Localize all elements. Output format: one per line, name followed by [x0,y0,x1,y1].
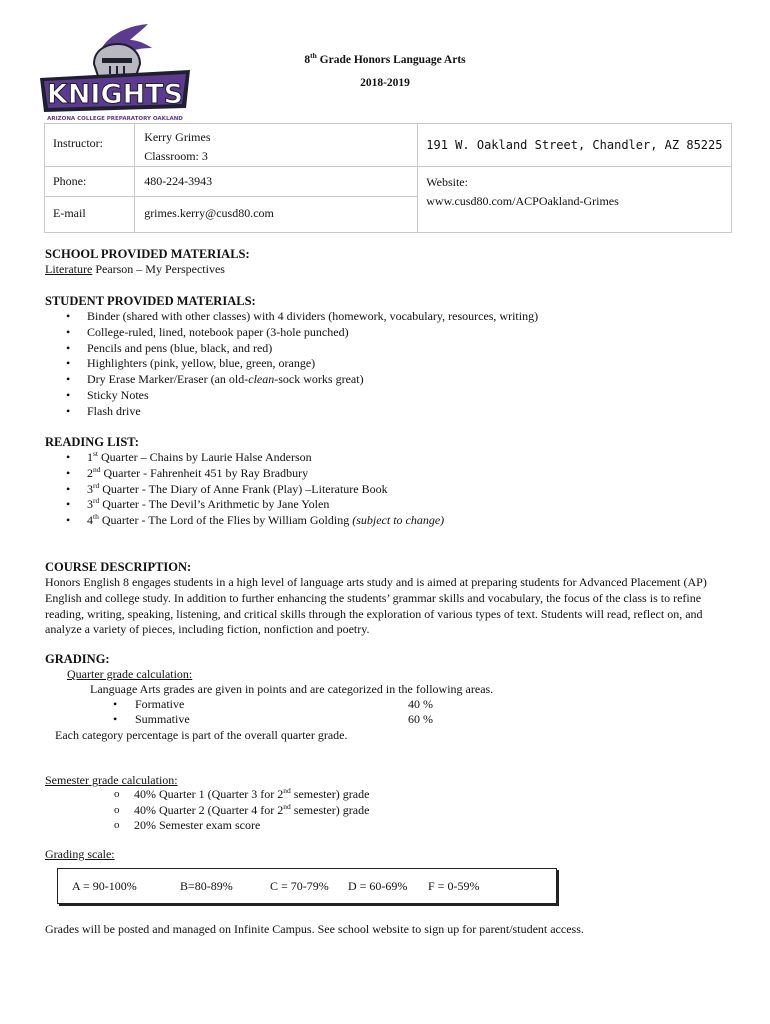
list-item: • Sticky Notes [45,388,745,404]
website-label: Website: [426,175,468,189]
category-percent: 60 % [408,712,433,726]
instructor-label: Instructor: [45,124,135,167]
instructor-name: Kerry Grimes [144,130,211,144]
grade-d: D = 60-69% [348,879,408,893]
logo-subtext: ARIZONA COLLEGE PREPARATORY OAKLAND [47,116,183,122]
school-materials-item: Literature Pearson – My Perspectives [45,262,225,276]
list-item: • 1st Quarter – Chains by Laurie Halse Anderson [45,450,745,466]
list-item: • Dry Erase Marker/Eraser (an old-clean-sock works great) [45,372,745,388]
course-description-heading: COURSE DESCRIPTION: [45,560,192,574]
reading-list [45,450,745,529]
grade-f: F = 0-59% [428,879,480,893]
email-label: E-mail [45,197,135,233]
grading-scale-label: Grading scale: [45,847,115,861]
grade-b: B=80-89% [180,879,233,893]
list-item: • 3rd Quarter - The Diary of Anne Frank (Play) –Literature Book [45,482,745,498]
bullet-icon: • [113,712,118,726]
semester-calc-list [0,787,700,834]
list-item: • 2nd Quarter - Fahrenheit 451 by Ray Bradbury [45,466,745,482]
quarter-calc-intro: Language Arts grades are given in points and are categorized in the following areas. [90,682,494,696]
bullet-icon: • [113,697,118,711]
list-item: • Binder (shared with other classes) with 4 dividers (homework, vocabulary, resources, writing) [45,309,745,325]
student-materials-heading: STUDENT PROVIDED MATERIALS: [45,294,256,308]
school-year: 2018-2019 [360,77,410,89]
school-materials-heading: SCHOOL PROVIDED MATERIALS: [45,247,250,261]
grade-c: C = 70-79% [270,879,329,893]
list-item: o 20% Semester exam score [0,818,700,834]
list-item: • Flash drive [45,404,745,420]
list-item: • Highlighters (pink, yellow, blue, green, orange) [45,356,745,372]
quarter-calc-label: Quarter grade calculation: [67,667,193,681]
instructor-info-table [44,123,732,233]
list-item: • College-ruled, lined, notebook paper (3-hole punched) [45,325,745,341]
school-logo [36,20,194,126]
email-address[interactable]: grimes.kerry@cusd80.com [135,197,418,233]
phone-number: 480-224-3943 [135,167,418,197]
category-name: Formative [135,697,185,711]
student-materials-list [45,309,745,420]
list-item: • 3rd Quarter - The Devil’s Arithmetic by Jane Yolen [45,497,745,513]
course-description-text: Honors English 8 engages students in a high level of language arts study and is aimed at preparing students for Advanced Placement (AP) English and college study. In addition to further enhancing the students’ grammar skills and vocabulary, the focus of the class is to refine reading, writing, speaking, listening, and critical skills through the exploration of various types of text. Students will read, reflect on, and analyze a variety of pieces, including fiction, nonfiction and poetry. [45,575,707,637]
grades-footer-note: Grades will be posted and managed on Infinite Campus. See school website to sign up for parent/student access. [45,922,584,936]
list-item: o 40% Quarter 1 (Quarter 3 for 2nd semester) grade [0,787,700,803]
logo-text: KNIGHTS [46,79,184,110]
semester-calc-label: Semester grade calculation: [45,773,178,787]
list-item: • 4th Quarter - The Lord of the Flies by William Golding (subject to change) [45,513,745,529]
list-item: o 40% Quarter 2 (Quarter 4 for 2nd semester) grade [0,803,700,819]
grading-scale-box [57,868,557,904]
classroom: Classroom: 3 [144,149,208,163]
category-percent: 40 % [408,697,433,711]
grading-heading: GRADING: [45,652,110,666]
category-name: Summative [135,712,190,726]
reading-list-heading: READING LIST: [45,435,139,449]
website-link[interactable]: www.cusd80.com/ACPOakland-Grimes [426,194,619,208]
grade-a: A = 90-100% [72,879,137,893]
course-title: 8th Grade Honors Language Arts [304,51,466,66]
list-item: • Pencils and pens (blue, black, and red) [45,341,745,357]
school-address: 191 W. Oakland Street, Chandler, AZ 85225 [418,124,732,167]
phone-label: Phone: [45,167,135,197]
quarter-calc-note: Each category percentage is part of the overall quarter grade. [55,728,348,742]
